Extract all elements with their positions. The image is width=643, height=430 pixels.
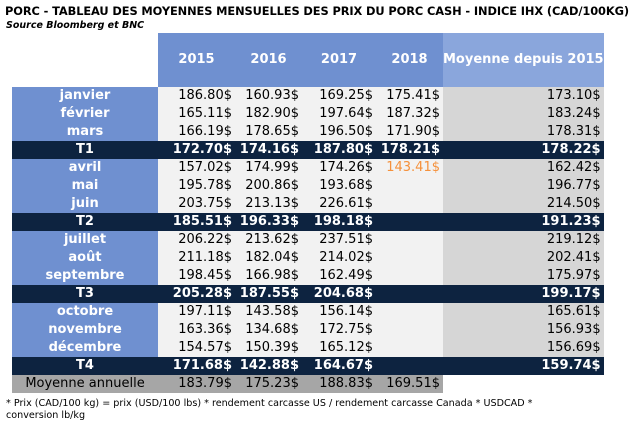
- price-cell: 178.65$: [235, 123, 302, 141]
- annual-average-row: [12, 375, 604, 393]
- quarter-row: [12, 285, 604, 303]
- quarter-row: [12, 141, 604, 159]
- price-cell: 185.51$: [158, 213, 235, 231]
- month-row: [12, 339, 604, 357]
- header-average-since-2015: Moyenne depuis 2015: [443, 33, 604, 87]
- header-row: [12, 33, 604, 87]
- price-cell: 213.13$: [235, 195, 302, 213]
- month-row: [12, 123, 604, 141]
- average-cell: 196.77$: [443, 177, 604, 195]
- month-row: [12, 321, 604, 339]
- month-row: [12, 105, 604, 123]
- price-cell: 175.41$: [376, 87, 443, 105]
- price-cell: [376, 303, 443, 321]
- price-cell: 175.23$: [235, 375, 302, 393]
- row-label: août: [12, 249, 158, 267]
- price-cell: 196.33$: [235, 213, 302, 231]
- price-cell: 174.16$: [235, 141, 302, 159]
- price-cell: 226.61$: [302, 195, 376, 213]
- row-label: septembre: [12, 267, 158, 285]
- header-2018: 2018: [376, 33, 443, 87]
- row-label: octobre: [12, 303, 158, 321]
- price-cell: 183.79$: [158, 375, 235, 393]
- month-row: [12, 177, 604, 195]
- row-label: T4: [12, 357, 158, 375]
- price-cell: 171.68$: [158, 357, 235, 375]
- price-cell: 197.64$: [302, 105, 376, 123]
- price-cell: 206.22$: [158, 231, 235, 249]
- month-row: [12, 87, 604, 105]
- price-cell: [376, 339, 443, 357]
- row-label: juillet: [12, 231, 158, 249]
- price-cell: 193.68$: [302, 177, 376, 195]
- price-table: [12, 33, 604, 393]
- month-row: [12, 249, 604, 267]
- header-corner: [12, 33, 158, 87]
- price-cell: [376, 195, 443, 213]
- price-cell: 143.41$: [376, 159, 443, 177]
- price-cell: 143.58$: [235, 303, 302, 321]
- price-cell: 187.80$: [302, 141, 376, 159]
- price-cell: 134.68$: [235, 321, 302, 339]
- average-cell: 214.50$: [443, 195, 604, 213]
- header-2015: 2015: [158, 33, 235, 87]
- price-cell: 200.86$: [235, 177, 302, 195]
- average-cell: 156.93$: [443, 321, 604, 339]
- quarter-row: [12, 213, 604, 231]
- price-cell: 154.57$: [158, 339, 235, 357]
- average-cell: 178.31$: [443, 123, 604, 141]
- month-row: [12, 231, 604, 249]
- price-cell: 182.04$: [235, 249, 302, 267]
- header-2016: 2016: [235, 33, 302, 87]
- price-cell: 213.62$: [235, 231, 302, 249]
- price-cell: 171.90$: [376, 123, 443, 141]
- page-title: PORC - TABLEAU DES MOYENNES MENSUELLES DES PRIX DU PORC CASH - INDICE IHX (CAD/100KG): [5, 4, 629, 18]
- average-cell: 156.69$: [443, 339, 604, 357]
- price-cell: [376, 357, 443, 375]
- row-label: novembre: [12, 321, 158, 339]
- average-cell: 202.41$: [443, 249, 604, 267]
- average-cell: 178.22$: [443, 141, 604, 159]
- month-row: [12, 195, 604, 213]
- row-label: février: [12, 105, 158, 123]
- price-cell: 188.83$: [302, 375, 376, 393]
- price-cell: 196.50$: [302, 123, 376, 141]
- price-cell: 198.18$: [302, 213, 376, 231]
- header-2017: 2017: [302, 33, 376, 87]
- price-cell: 186.80$: [158, 87, 235, 105]
- price-cell: [376, 285, 443, 303]
- row-label: mars: [12, 123, 158, 141]
- price-cell: 165.12$: [302, 339, 376, 357]
- price-cell: 205.28$: [158, 285, 235, 303]
- row-label: T2: [12, 213, 158, 231]
- price-cell: 174.99$: [235, 159, 302, 177]
- price-cell: 203.75$: [158, 195, 235, 213]
- average-cell: 162.42$: [443, 159, 604, 177]
- price-cell: 156.14$: [302, 303, 376, 321]
- price-cell: 150.39$: [235, 339, 302, 357]
- row-label: juin: [12, 195, 158, 213]
- average-cell: 173.10$: [443, 87, 604, 105]
- row-label: janvier: [12, 87, 158, 105]
- price-cell: 169.25$: [302, 87, 376, 105]
- price-cell: [376, 213, 443, 231]
- source-note: Source Bloomberg et BNC: [6, 20, 145, 31]
- price-cell: 166.19$: [158, 123, 235, 141]
- price-cell: 163.36$: [158, 321, 235, 339]
- price-cell: 164.67$: [302, 357, 376, 375]
- price-cell: 160.93$: [235, 87, 302, 105]
- price-table-body: [12, 33, 604, 393]
- average-cell: 191.23$: [443, 213, 604, 231]
- price-cell: 197.11$: [158, 303, 235, 321]
- price-cell: 195.78$: [158, 177, 235, 195]
- price-cell: 211.18$: [158, 249, 235, 267]
- price-cell: [376, 321, 443, 339]
- price-cell: 165.11$: [158, 105, 235, 123]
- price-cell: 187.55$: [235, 285, 302, 303]
- average-cell: 159.74$: [443, 357, 604, 375]
- row-label: avril: [12, 159, 158, 177]
- price-cell: 166.98$: [235, 267, 302, 285]
- average-cell: 175.97$: [443, 267, 604, 285]
- price-cell: 198.45$: [158, 267, 235, 285]
- month-row: [12, 303, 604, 321]
- row-label: T1: [12, 141, 158, 159]
- row-label: mai: [12, 177, 158, 195]
- average-cell: 183.24$: [443, 105, 604, 123]
- price-cell: [376, 267, 443, 285]
- price-cell: 214.02$: [302, 249, 376, 267]
- average-cell: 219.12$: [443, 231, 604, 249]
- average-cell: [443, 375, 604, 393]
- price-cell: 237.51$: [302, 231, 376, 249]
- month-row: [12, 159, 604, 177]
- price-cell: 178.21$: [376, 141, 443, 159]
- footnote: * Prix (CAD/100 kg) = prix (USD/100 lbs) * rendement carcasse US / rendement carcasse Canada * USDCAD * conversion lb/kg: [6, 398, 533, 421]
- price-cell: 187.32$: [376, 105, 443, 123]
- month-row: [12, 267, 604, 285]
- average-cell: 199.17$: [443, 285, 604, 303]
- average-cell: 165.61$: [443, 303, 604, 321]
- price-cell: 204.68$: [302, 285, 376, 303]
- price-cell: [376, 231, 443, 249]
- row-label: Moyenne annuelle: [12, 375, 158, 393]
- price-cell: 162.49$: [302, 267, 376, 285]
- row-label: décembre: [12, 339, 158, 357]
- price-cell: 172.70$: [158, 141, 235, 159]
- quarter-row: [12, 357, 604, 375]
- price-cell: 169.51$: [376, 375, 443, 393]
- price-cell: 182.90$: [235, 105, 302, 123]
- price-cell: [376, 177, 443, 195]
- price-cell: 157.02$: [158, 159, 235, 177]
- price-cell: 172.75$: [302, 321, 376, 339]
- price-cell: 142.88$: [235, 357, 302, 375]
- price-cell: [376, 249, 443, 267]
- price-cell: 174.26$: [302, 159, 376, 177]
- row-label: T3: [12, 285, 158, 303]
